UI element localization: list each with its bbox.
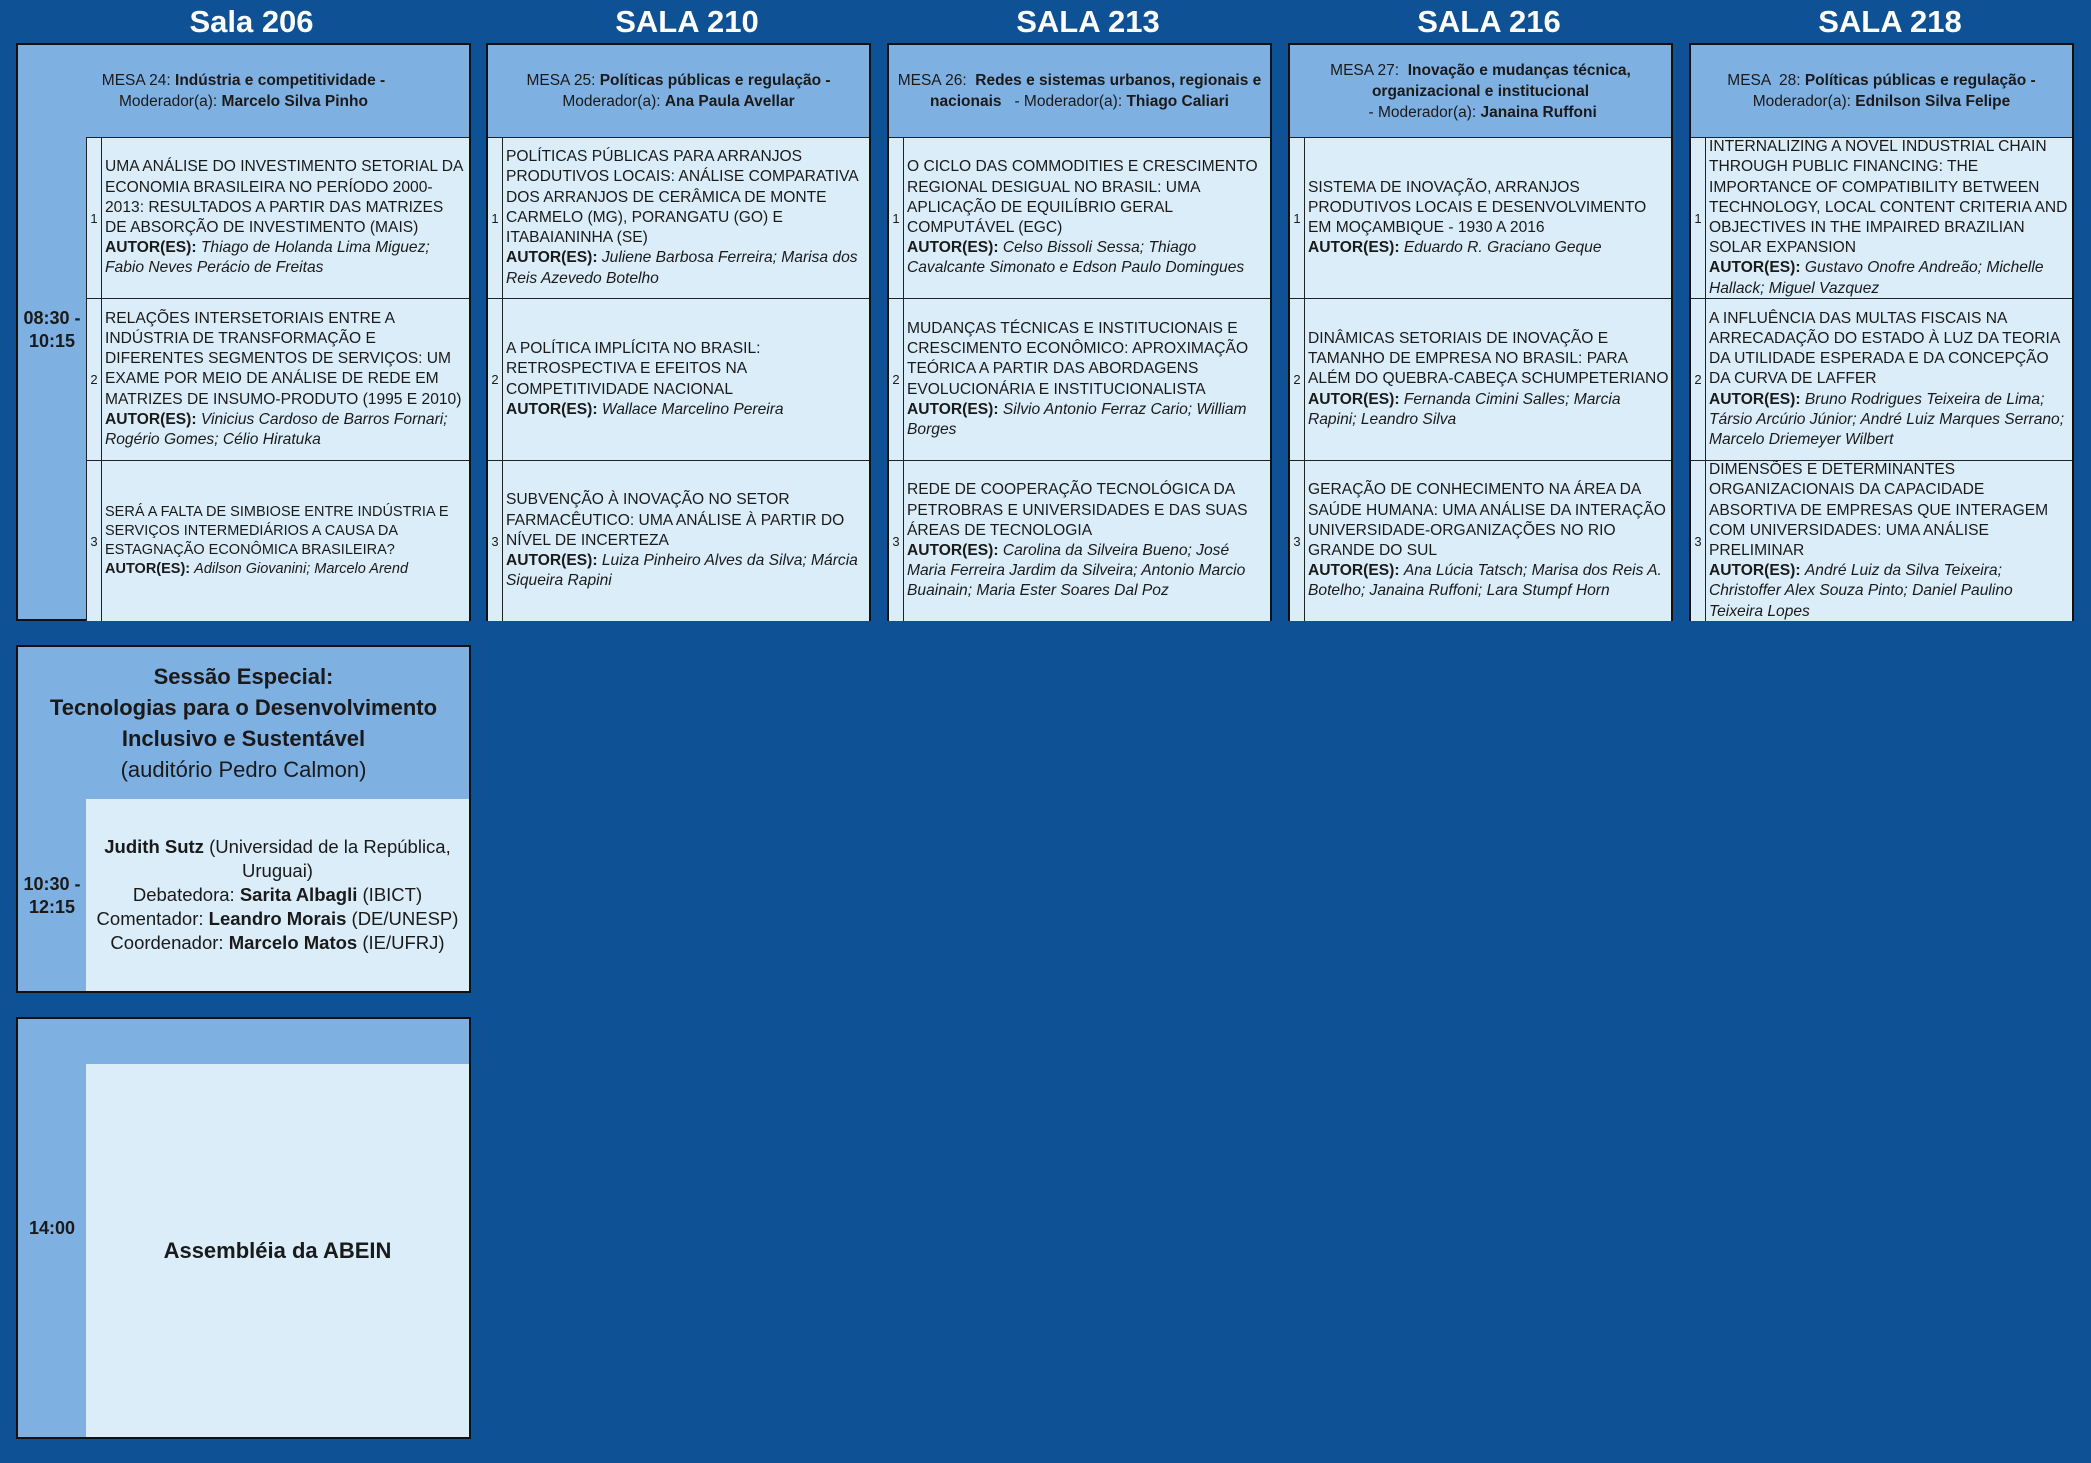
- room-title-206: Sala 206: [189, 4, 314, 39]
- debater-line: [133, 883, 422, 907]
- special-session-time: [18, 873, 86, 919]
- paper-row: [86, 298, 469, 460]
- paper-number: 1: [1691, 138, 1706, 298]
- special-session-title-line1: Tecnologias para o Desenvolvimento: [49, 695, 438, 720]
- moderator-label: Moderador(a):: [119, 93, 222, 110]
- debater-affiliation: (IBICT): [357, 884, 423, 905]
- mesa-number: MESA 28:: [1727, 72, 1805, 89]
- paper-row: [1691, 137, 2072, 298]
- moderator-label: Moderador(a):: [1752, 93, 1856, 110]
- paper-row: [1691, 298, 2072, 460]
- commentator-affiliation: (DE/UNESP): [346, 908, 459, 929]
- speaker-line: [86, 835, 469, 883]
- paper-authors-line: [1308, 561, 1669, 601]
- paper-authors: Ana Lúcia Tatsch; Marisa dos Reis A. Botelho; Janaina Ruffoni; Lara Stumpf Horn: [1308, 562, 1662, 600]
- paper-authors-line: [907, 238, 1268, 278]
- paper-details: [506, 461, 867, 621]
- paper-title: RELAÇÕES INTERSETORIAIS ENTRE A INDÚSTRIA DE TRANSFORMAÇÃO E DIFERENTES SEGMENTOS DE SERVIÇOS: UM EXAME POR MEIO DE ANÁLISE DE REDE EM MATRIZES DE INSUMO-PRODUTO (1995 E 2010): [105, 309, 462, 408]
- paper-details: [907, 461, 1268, 621]
- paper-title: INTERNALIZING A NOVEL INDUSTRIAL CHAIN THROUGH PUBLIC FINANCING: THE IMPORTANCE OF COMPATIBILITY BETWEEN TECHNOLOGY, LOCAL CONTENT CRITERIA AND OBJECTIVES IN THE IMPAIRED BRAZILIAN SOLAR EXPANSION: [1709, 138, 2068, 257]
- paper-row: [1691, 460, 2072, 621]
- moderator-name: Ednilson Silva Felipe: [1855, 93, 2011, 110]
- paper-authors-line: [506, 551, 867, 591]
- coordinator-affiliation: (IE/UFRJ): [357, 932, 445, 953]
- paper-title: REDE DE COOPERAÇÃO TECNOLÓGICA DA PETROBRAS E UNIVERSIDADES E DAS SUAS ÁREAS DE TECNOLOGIA: [907, 481, 1248, 539]
- paper-authors: Thiago de Holanda Lima Miguez; Fabio Neves Perácio de Freitas: [105, 239, 430, 277]
- session-header: [488, 45, 869, 137]
- paper-authors-line: [1709, 390, 2070, 451]
- paper-authors-line: [1308, 390, 1669, 430]
- paper-row: [1290, 460, 1671, 621]
- paper-authors-line: [105, 238, 467, 278]
- authors-label: AUTOR(ES):: [907, 400, 1003, 418]
- paper-row: [488, 137, 869, 298]
- paper-row: [86, 137, 469, 298]
- mesa-theme: Políticas públicas e regulação -: [599, 72, 831, 89]
- authors-label: AUTOR(ES):: [907, 542, 1003, 559]
- paper-title: A POLÍTICA IMPLÍCITA NO BRASIL: RETROSPECTIVA E EFEITOS NA COMPETITIVIDADE NACIONAL: [506, 340, 761, 398]
- special-session-body: [86, 799, 469, 991]
- authors-label: AUTOR(ES):: [1308, 562, 1404, 580]
- paper-number: 1: [1290, 138, 1305, 298]
- authors-label: AUTOR(ES):: [506, 249, 602, 267]
- special-session-header: [18, 661, 469, 785]
- coordinator-label: Coordenador:: [110, 932, 229, 953]
- commentator-name: Leandro Morais: [208, 908, 347, 929]
- coordinator-line: [110, 931, 444, 955]
- mesa-theme: Políticas públicas e regulação -: [1804, 72, 2036, 89]
- special-session-title-line2: Inclusivo e Sustentável: [121, 726, 366, 751]
- paper-row: [488, 298, 869, 460]
- authors-label: AUTOR(ES):: [105, 561, 195, 577]
- paper-authors-line: [105, 410, 467, 450]
- paper-details: [506, 299, 867, 460]
- paper-details: [105, 138, 467, 298]
- paper-authors: Luiza Pinheiro Alves da Silva; Márcia Siqueira Rapini: [506, 552, 858, 590]
- mesa-number: MESA 24:: [101, 72, 176, 89]
- paper-number: 3: [889, 461, 904, 621]
- mesa-number: MESA 27:: [1330, 61, 1408, 79]
- paper-row: [1290, 298, 1671, 460]
- commentator-line: [97, 907, 459, 931]
- session-block-mesa: [1689, 43, 2074, 621]
- debater-name: Sarita Albagli: [239, 884, 358, 905]
- session-header-text: [1697, 70, 2066, 112]
- paper-number: 2: [488, 299, 503, 460]
- authors-label: AUTOR(ES):: [1308, 239, 1404, 257]
- paper-number: 1: [488, 138, 503, 298]
- authors-label: AUTOR(ES):: [1308, 390, 1404, 408]
- assembly-block: [16, 1017, 471, 1439]
- room-title-216: SALA 216: [1417, 4, 1561, 39]
- moderator-name: Janaina Ruffoni: [1480, 103, 1597, 121]
- paper-authors: Silvio Antonio Ferraz Cario; William Borges: [907, 400, 1247, 438]
- debater-label: Debatedora:: [132, 884, 240, 905]
- paper-number: 3: [87, 461, 102, 621]
- paper-authors: Carolina da Silveira Bueno; José Maria Ferreira Jardim da Silveira; Antonio Marcio Buainain; Maria Ester Soares Dal Poz: [907, 542, 1246, 600]
- paper-title: DINÂMICAS SETORIAIS DE INOVAÇÃO E TAMANHO DE EMPRESA NO BRASIL: PARA ALÉM DO QUEBRA-CABEÇA SCHUMPETERIANO: [1308, 329, 1669, 388]
- paper-authors-line: [506, 248, 867, 288]
- paper-authors-line: [1709, 258, 2070, 298]
- authors-label: AUTOR(ES):: [506, 400, 602, 418]
- session-header-text: [1296, 60, 1665, 123]
- paper-row: [889, 298, 1270, 460]
- paper-authors-line: [1709, 561, 2070, 622]
- session-block-mesa: [1288, 43, 1673, 621]
- paper-details: [907, 299, 1268, 460]
- session-header-text: [895, 70, 1264, 112]
- session-header: [1691, 45, 2072, 137]
- morning-time: 08:30 - 10:15: [23, 308, 81, 351]
- paper-row: [1290, 137, 1671, 298]
- authors-label: AUTOR(ES):: [907, 239, 1003, 257]
- paper-details: [105, 461, 467, 621]
- session-header: [18, 45, 469, 137]
- paper-title: SUBVENÇÃO À INOVAÇÃO NO SETOR FARMACÊUTICO: UMA ANÁLISE À PARTIR DO NÍVEL DE INCERTEZA: [506, 491, 845, 549]
- paper-title: UMA ANÁLISE DO INVESTIMENTO SETORIAL DA ECONOMIA BRASILEIRA NO PERÍODO 2000-2013: RESULTADOS A PARTIR DAS MATRIZES DE ABSORÇÃO DE INVESTIMENTO (MAIS): [105, 158, 463, 236]
- mesa-number: MESA 25:: [526, 72, 600, 89]
- moderator-name: Thiago Caliari: [1126, 93, 1229, 110]
- paper-authors: Adilson Giovanini; Marcelo Arend: [194, 561, 409, 577]
- paper-title: O CICLO DAS COMMODITIES E CRESCIMENTO REGIONAL DESIGUAL NO BRASIL: UMA APLICAÇÃO DE EQUILÍBRIO GERAL COMPUTÁVEL (EGC): [907, 158, 1258, 236]
- paper-authors-line: [1308, 238, 1669, 258]
- paper-number: 3: [1691, 461, 1706, 621]
- assembly-title: Assembléia da ABEIN: [163, 1237, 392, 1263]
- paper-row: [889, 460, 1270, 621]
- special-session-block: [16, 645, 471, 993]
- paper-number: 2: [889, 299, 904, 460]
- mesa-number: MESA 26:: [897, 72, 976, 89]
- moderator-label: - Moderador(a):: [1005, 93, 1127, 110]
- special-session-venue: (auditório Pedro Calmon): [120, 757, 367, 782]
- speaker-affiliation: (Universidad de la República, Uruguai): [203, 836, 451, 881]
- session-header-text: [494, 70, 863, 112]
- paper-authors: André Luiz da Silva Teixeira; Christoffer Alex Souza Pinto; Daniel Paulino Teixeira Lopes: [1709, 562, 2013, 620]
- paper-authors: Gustavo Onofre Andreão; Michelle Hallack; Miguel Vazquez: [1709, 259, 2044, 297]
- paper-title: MUDANÇAS TÉCNICAS E INSTITUCIONAIS E CRESCIMENTO ECONÔMICO: APROXIMAÇÃO TEÓRICA A PARTIR DAS ABORDAGENS EVOLUCIONÁRIA E INSTITUCIONALISTA: [907, 319, 1249, 398]
- authors-label: AUTOR(ES):: [105, 239, 201, 257]
- authors-label: AUTOR(ES):: [1709, 259, 1805, 277]
- paper-number: 1: [889, 138, 904, 298]
- special-session-label: Sessão Especial:: [153, 664, 334, 689]
- paper-title: GERAÇÃO DE CONHECIMENTO NA ÁREA DA SAÚDE HUMANA: UMA ANÁLISE DA INTERAÇÃO UNIVERSIDADE-ORGANIZAÇÕES NO RIO GRANDE DO SUL: [1308, 481, 1666, 559]
- speaker-name: Judith Sutz: [104, 836, 204, 857]
- authors-label: AUTOR(ES):: [105, 410, 201, 428]
- paper-title: SISTEMA DE INOVAÇÃO, ARRANJOS PRODUTIVOS LOCAIS E DESENVOLVIMENTO EM MOÇAMBIQUE - 1930 A 2016: [1308, 178, 1647, 236]
- mesa-theme: Redes e sistemas urbanos, regionais e nacionais: [930, 72, 1262, 110]
- paper-number: 1: [87, 138, 102, 298]
- paper-details: [1709, 299, 2070, 460]
- paper-row: [488, 460, 869, 621]
- paper-details: [1308, 299, 1669, 460]
- moderator-name: Marcelo Silva Pinho: [221, 93, 368, 110]
- paper-details: [1709, 461, 2070, 621]
- paper-authors-line: [907, 400, 1268, 440]
- room-title-213: SALA 213: [1016, 4, 1160, 39]
- paper-row: [889, 137, 1270, 298]
- paper-row: [86, 460, 469, 621]
- paper-authors: Wallace Marcelino Pereira: [601, 400, 784, 418]
- paper-details: [1308, 138, 1669, 298]
- paper-number: 3: [1290, 461, 1305, 621]
- room-title-210: SALA 210: [615, 4, 759, 39]
- special-session-time-text: 10:30 - 12:15: [23, 874, 81, 917]
- session-header: [889, 45, 1270, 137]
- room-title-218: SALA 218: [1818, 4, 1962, 39]
- paper-details: [1709, 138, 2070, 298]
- authors-label: AUTOR(ES):: [1709, 390, 1805, 408]
- mesa-theme: Inovação e mudanças técnica, organizacional e institucional: [1371, 61, 1631, 100]
- assembly-body: [86, 1064, 469, 1437]
- paper-details: [907, 138, 1268, 298]
- commentator-label: Comentador:: [96, 908, 209, 929]
- coordinator-name: Marcelo Matos: [228, 932, 358, 953]
- session-block-mesa: [486, 43, 871, 621]
- authors-label: AUTOR(ES):: [1709, 562, 1805, 580]
- paper-authors-line: [506, 400, 867, 420]
- paper-details: [1308, 461, 1669, 621]
- session-block-mesa: [16, 43, 471, 621]
- paper-number: 2: [1691, 299, 1706, 460]
- authors-label: AUTOR(ES):: [506, 552, 602, 570]
- paper-authors: Celso Bissoli Sessa; Thiago Cavalcante Simonato e Edson Paulo Domingues: [907, 239, 1245, 277]
- paper-authors: Vinicius Cardoso de Barros Fornari; Rogério Gomes; Célio Hiratuka: [105, 410, 448, 448]
- session-block-mesa: [887, 43, 1272, 621]
- moderator-name: Ana Paula Avellar: [664, 93, 795, 110]
- paper-details: [105, 299, 467, 460]
- paper-authors: Bruno Rodrigues Teixeira de Lima; Társio Arcúrio Júnior; André Luiz Marques Serrano; Marcelo Driemeyer Wilbert: [1709, 390, 2065, 448]
- paper-number: 3: [488, 461, 503, 621]
- assembly-time: 14:00: [28, 1218, 76, 1238]
- paper-authors: Juliene Barbosa Ferreira; Marisa dos Reis Azevedo Botelho: [506, 249, 858, 287]
- paper-authors: Fernanda Cimini Salles; Marcia Rapini; Leandro Silva: [1308, 390, 1621, 428]
- mesa-theme: Indústria e competitividade -: [175, 72, 386, 89]
- paper-title: A INFLUÊNCIA DAS MULTAS FISCAIS NA ARRECADAÇÃO DO ESTADO À LUZ DA TEORIA DA UTILIDADE ESPERADA E DA CONCEPÇÃO DA CURVA DE LAFFER: [1709, 309, 2060, 388]
- session-header-text: [24, 70, 463, 112]
- paper-authors: Eduardo R. Graciano Geque: [1403, 239, 1602, 257]
- paper-title: POLÍTICAS PÚBLICAS PARA ARRANJOS PRODUTIVOS LOCAIS: ANÁLISE COMPARATIVA DOS ARRANJOS DE CERÂMICA DE MONTE CARMELO (MG), PORANGATU (GO) E ITABAIANINHA (SE): [506, 148, 858, 247]
- moderator-label: - Moderador(a):: [1364, 103, 1481, 121]
- paper-title: SERÁ A FALTA DE SIMBIOSE ENTRE INDÚSTRIA E SERVIÇOS INTERMEDIÁRIOS A CAUSA DA ESTAGNAÇÃO ECONÔMICA BRASILEIRA?: [105, 504, 449, 558]
- paper-details: [506, 138, 867, 298]
- paper-authors-line: [907, 541, 1268, 602]
- session-header: [1290, 45, 1671, 137]
- paper-number: 2: [87, 299, 102, 460]
- moderator-label: Moderador(a):: [562, 93, 665, 110]
- paper-authors-line: [105, 560, 467, 579]
- paper-title: DIMENSÕES E DETERMINANTES ORGANIZACIONAIS DA CAPACIDADE ABSORTIVA DE EMPRESAS QUE INTERAGEM COM UNIVERSIDADES: UMA ANÁLISE PRELIMINAR: [1709, 461, 2049, 559]
- paper-number: 2: [1290, 299, 1305, 460]
